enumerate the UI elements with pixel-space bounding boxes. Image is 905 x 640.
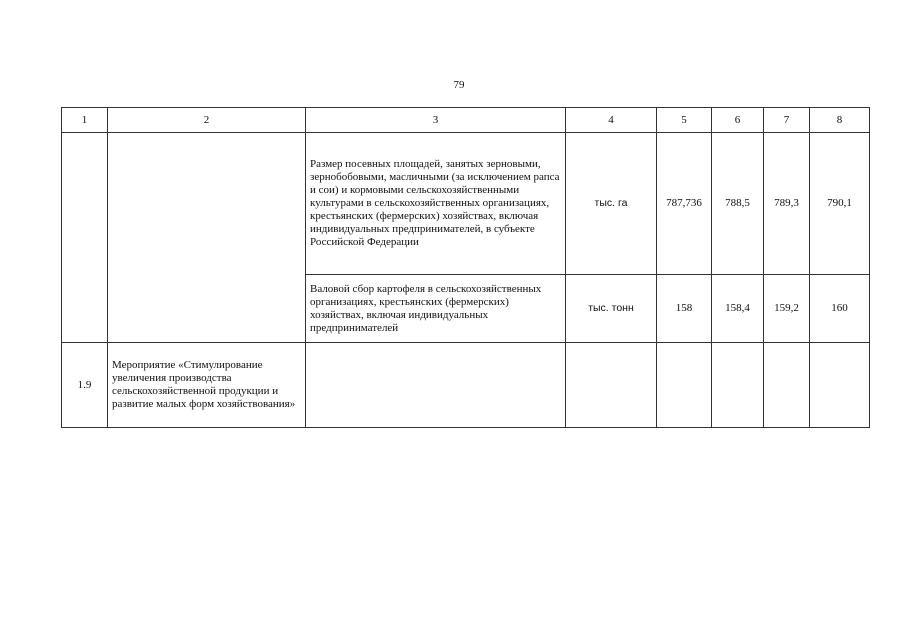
table-header-cell: 7 (764, 108, 810, 133)
value-cell-6: 788,5 (712, 133, 764, 275)
value-cell-8: 790,1 (810, 133, 870, 275)
row-number-cell: 1.9 (62, 343, 108, 428)
value-cell-7: 789,3 (764, 133, 810, 275)
table-header-cell: 8 (810, 108, 870, 133)
table-header-cell: 1 (62, 108, 108, 133)
indicator-cell: Размер посевных площадей, занятых зерновыми, зернобобовыми, масличными (за исключением рапса и сои) и кормовыми сельскохозяйственными культурами в сельскохозяйственных организациях, крестьянских (фермерских) хозяйствах, включая индивидуальных предпринимателей, в субъекте Российской Федерации (306, 133, 566, 275)
table-header-cell: 2 (108, 108, 306, 133)
table-header-cell: 6 (712, 108, 764, 133)
table-row (62, 133, 870, 275)
measure-name-cell (108, 133, 306, 343)
value-cell-8 (810, 343, 870, 428)
table-header-cell: 5 (657, 108, 712, 133)
value-cell-6 (712, 343, 764, 428)
table-header-cell: 3 (306, 108, 566, 133)
table-header-cell: 4 (566, 108, 657, 133)
indicator-cell (306, 343, 566, 428)
row-number-cell (62, 133, 108, 343)
value-cell-5 (657, 343, 712, 428)
table-header-row (62, 108, 870, 133)
unit-cell (566, 343, 657, 428)
value-cell-8: 160 (810, 275, 870, 343)
indicator-cell: Валовой сбор картофеля в сельскохозяйственных организациях, крестьянских (фермерских) хозяйствах, включая индивидуальных предпринимателей (306, 275, 566, 343)
unit-cell: тыс. га (566, 133, 657, 275)
data-table (61, 107, 870, 428)
page-number: 79 (453, 79, 465, 91)
value-cell-7: 159,2 (764, 275, 810, 343)
value-cell-5: 158 (657, 275, 712, 343)
value-cell-7 (764, 343, 810, 428)
value-cell-5: 787,736 (657, 133, 712, 275)
unit-cell: тыс. тонн (566, 275, 657, 343)
measure-name-cell: Мероприятие «Стимулирование увеличения производства сельскохозяйственной продукции и развитие малых форм хозяйствования» (108, 343, 306, 428)
value-cell-6: 158,4 (712, 275, 764, 343)
table-row (62, 343, 870, 428)
